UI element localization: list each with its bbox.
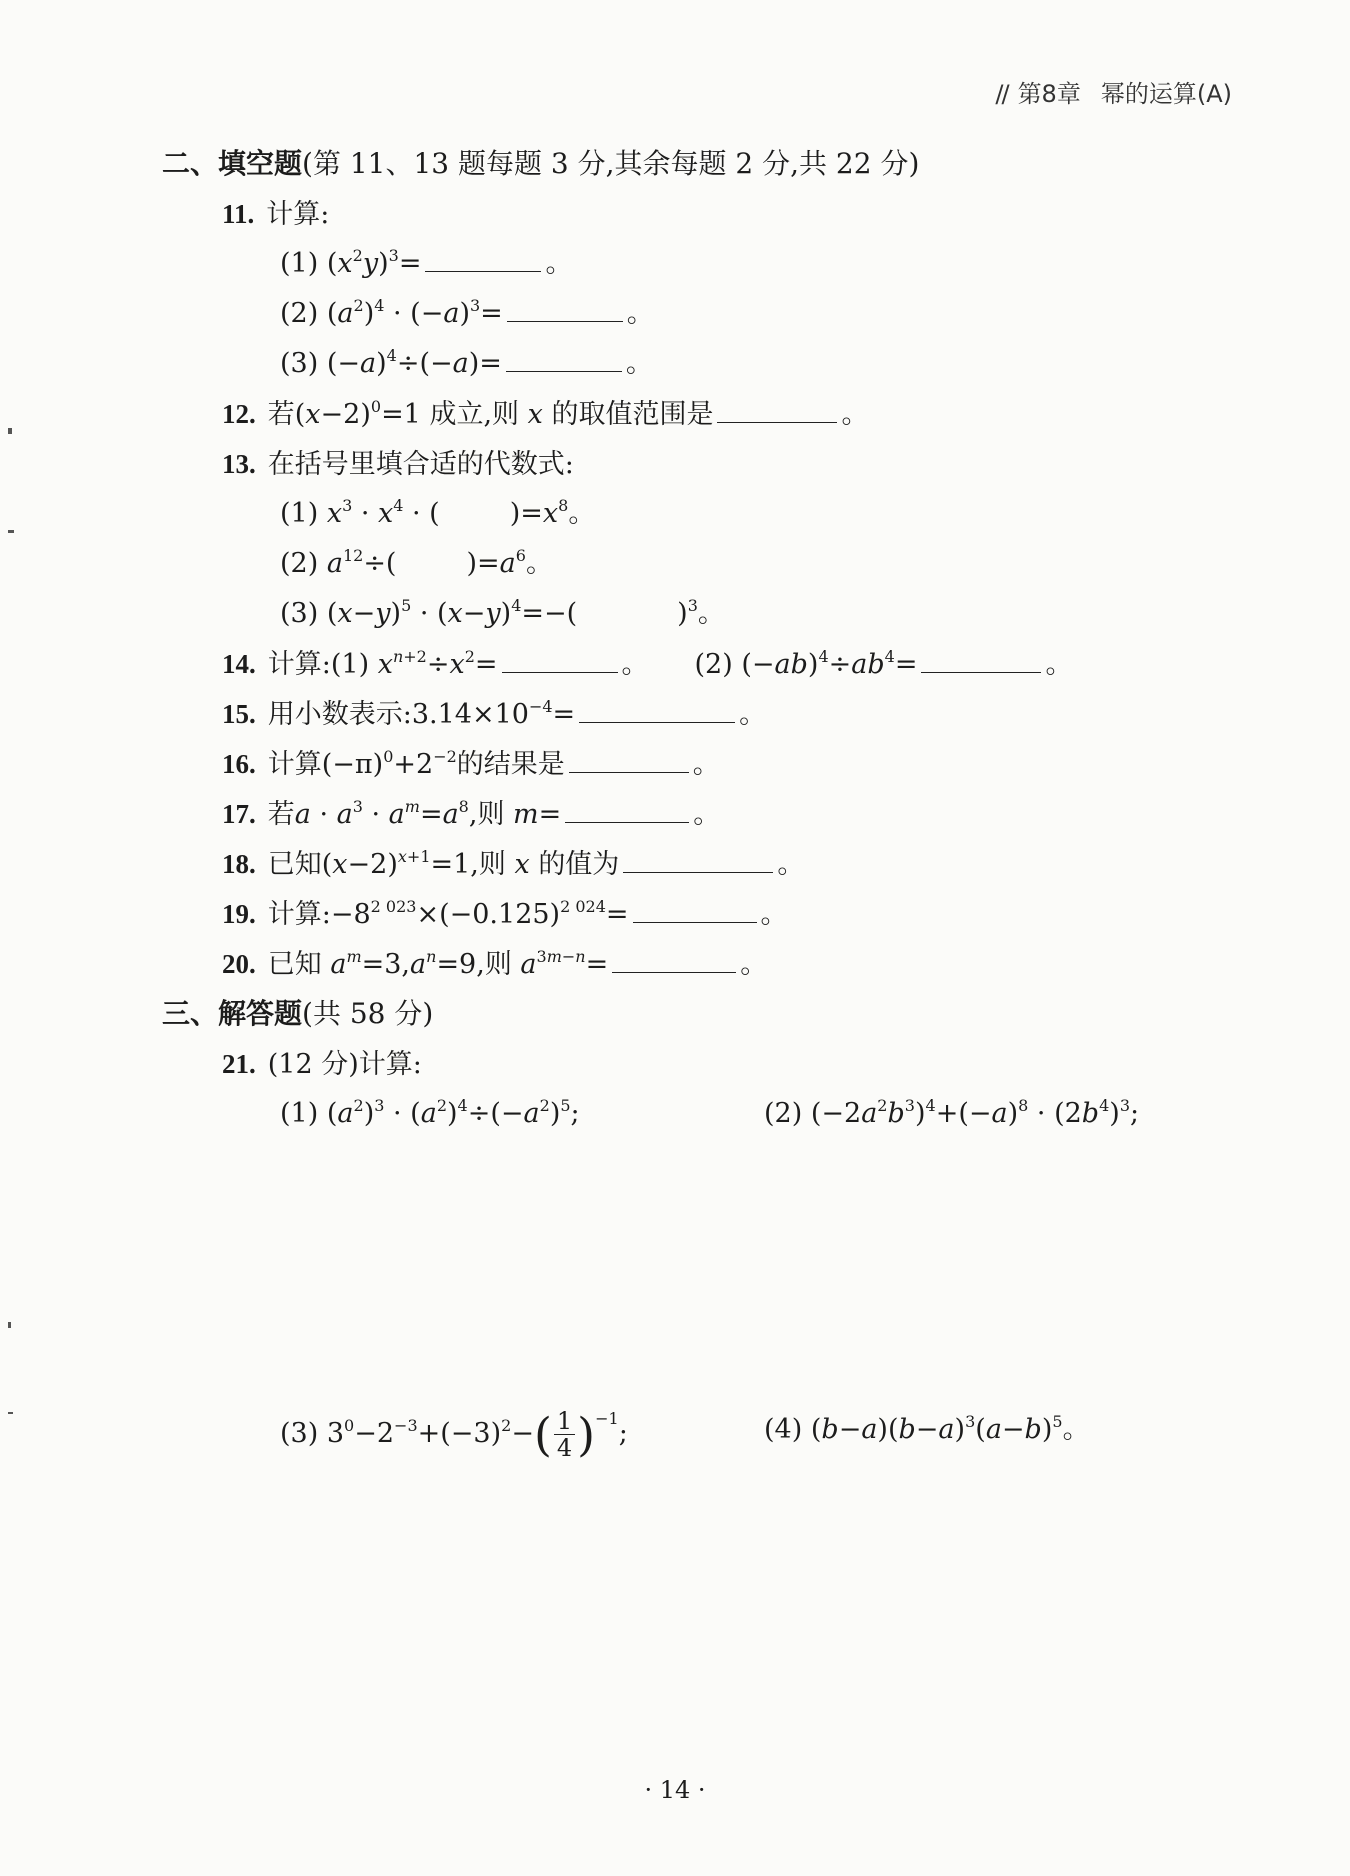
expression: $a^{12}\div$( )$=a^6$。 (326, 546, 553, 579)
question-21 (222, 1046, 422, 1083)
section-3-heading (162, 996, 433, 1032)
question-21-part-4 (764, 1412, 1090, 1448)
question-13 (222, 446, 574, 483)
answer-blank[interactable] (579, 700, 735, 723)
question-number: 19. (222, 899, 256, 929)
exponent: −4 (528, 697, 553, 716)
question-17: 17. 若$a \cdot a^3 \cdot a^m=a^8$,则 m= 。 (222, 797, 721, 830)
expression: $(-ab)^4\div ab^4=$ (741, 647, 918, 680)
answer-blank[interactable] (502, 650, 618, 673)
question-14: 14. 计算:(1) $x^{n+2}\div x^2=$ 。 (2) $(-ab)^4\div ab^4=$ 。 (222, 647, 1073, 680)
text: 的取值范围是 (551, 399, 714, 430)
expression: $(-\pi)^0+2^{-2}$ (321, 747, 457, 780)
text: =1 成立,则 (381, 399, 520, 430)
text: 若 (267, 399, 295, 430)
variable-x: x (514, 849, 530, 880)
expression: $(x-2)^0$ (294, 397, 382, 430)
question-number: 18. (222, 849, 256, 879)
section-3-note: (共 58 分) (302, 997, 434, 1030)
expression: $(-a)^4\div(-a)=$ (326, 346, 502, 379)
chapter-label: 第8章 (1017, 80, 1081, 108)
expression: $3^0-2^{-3}+(-3)^2-$( $\frac{1}{4}$ )$^{-1}$; (326, 1407, 628, 1462)
expression: $x^3 \cdot x^4$ · ( )$=x^8$。 (326, 496, 596, 529)
question-11-part-1: (1) $(x^2y)^3=$ 。 (280, 246, 573, 279)
text: = (552, 699, 576, 730)
part-label: (3) (280, 348, 319, 379)
part-label: (1) (280, 1098, 319, 1129)
expression: $a^n$ (410, 947, 437, 980)
expression: $a^{3m-n}=$ (520, 947, 609, 980)
section-2-title: 二、填空题 (162, 147, 303, 180)
expression: $(a^2)^3 \cdot (a^2)^4\div(-a^2)^5$; (326, 1096, 580, 1129)
question-stem: 在括号里填合适的代数式: (267, 449, 574, 480)
part-label: (2) (694, 649, 733, 680)
question-number: 16. (222, 749, 256, 779)
text: 计算:−8 (267, 899, 371, 930)
text: ×(−0.125) (416, 899, 561, 930)
answer-blank[interactable] (506, 349, 622, 372)
text: 的值为 (538, 849, 620, 880)
chapter-title: 幂的运算(A) (1100, 80, 1232, 108)
question-number: 17. (222, 799, 256, 829)
exponent: 2 023 (370, 897, 417, 916)
scan-speck (8, 1412, 13, 1414)
answer-blank[interactable] (569, 750, 689, 773)
text: 已知 (267, 949, 322, 980)
question-16: 16. 计算$(-\pi)^0+2^{-2}$的结果是 。 (222, 747, 720, 780)
part-label: (2) (764, 1098, 803, 1129)
answer-blank[interactable] (507, 299, 623, 322)
part-label: (1) (280, 498, 319, 529)
question-21-part-2 (764, 1096, 1139, 1132)
part-label: (3) (280, 598, 319, 629)
expression: $(-2a^2b^3)^4+(-a)^8 \cdot (2b^4)^3$; (810, 1096, 1140, 1129)
part-label: (4) (764, 1414, 803, 1445)
page-number: · 14 · (644, 1776, 706, 1804)
part-label: (1) (330, 649, 370, 680)
answer-blank[interactable] (921, 650, 1041, 673)
question-number: 12. (222, 399, 256, 429)
variable-x: x (527, 399, 543, 430)
expression: $a \cdot a^3 \cdot a^m=a^8$ (294, 797, 469, 830)
question-number: 13. (222, 449, 256, 479)
section-3-title: 三、解答题 (162, 997, 303, 1030)
question-stem: (12 分)计算: (267, 1049, 422, 1080)
page-header (995, 74, 1232, 109)
fraction-one-quarter: $\frac{1}{4}$ (554, 1408, 575, 1461)
text: 若 (267, 799, 295, 830)
section-2-heading (162, 146, 919, 182)
question-number: 20. (222, 949, 256, 979)
part-label: (3) (280, 1418, 319, 1449)
scan-speck (8, 530, 14, 533)
text: =1,则 (430, 849, 506, 880)
question-11 (222, 196, 329, 233)
question-21-part-3 (280, 1408, 628, 1461)
text: ,则 (468, 799, 505, 830)
expression: $(a^2)^4 \cdot (-a)^3=$ (326, 296, 503, 329)
text: 已知 (267, 849, 322, 880)
question-13-part-2 (280, 546, 553, 582)
answer-blank[interactable] (633, 900, 757, 923)
exponent: 2 024 (560, 897, 606, 916)
answer-blank[interactable] (717, 400, 837, 423)
text: 计算: (267, 649, 331, 680)
answer-blank[interactable] (612, 950, 736, 973)
question-20: 20. 已知 $a^m=3,a^n=9$,则 $a^{3m-n}=$ 。 (222, 947, 768, 980)
question-15: 15. 用小数表示$:3.14\times 10^{-4}=$ 。 (222, 697, 767, 730)
part-label: (1) (280, 248, 319, 279)
text: = (605, 899, 629, 930)
question-11-part-2: (2) $(a^2)^4 \cdot (-a)^3=$ 。 (280, 296, 654, 329)
text: =3, (361, 949, 411, 980)
question-number: 21. (222, 1049, 256, 1079)
part-label: (2) (280, 548, 319, 579)
question-21-part-1 (280, 1096, 580, 1132)
answer-blank[interactable] (425, 249, 541, 272)
header-mark: // (995, 80, 1008, 108)
part-label: (2) (280, 298, 319, 329)
expression: $(b-a)(b-a)^3(a-b)^5$。 (810, 1412, 1090, 1445)
text: 的结果是 (456, 749, 565, 780)
expression: $a^m$ (330, 947, 362, 980)
expression: $(x-2)^{x+1}$ (321, 847, 431, 880)
answer-blank[interactable] (623, 850, 773, 873)
expression: $x^{n+2}\div x^2=$ (377, 647, 498, 680)
section-2-note: (第 11、13 题每题 3 分,其余每题 2 分,共 22 分) (302, 147, 920, 180)
answer-blank[interactable] (565, 800, 689, 823)
expression: $(x-y)^5 \cdot (x-y)^4=-$( )$^3$。 (326, 596, 725, 629)
text: 用小数表示:3.14×10 (267, 699, 529, 730)
question-19: 19. 计算$:-8^{2 023}\times(-0.125)^{2 024}=$ 。 (222, 897, 788, 930)
expression: $(x^2y)^3=$ (326, 246, 422, 279)
scan-speck (8, 1322, 11, 1328)
question-number: 15. (222, 699, 256, 729)
question-stem: 计算: (266, 199, 330, 230)
text: =9,则 (436, 949, 512, 980)
scan-speck (8, 428, 12, 434)
question-number: 11. (222, 199, 255, 229)
question-13-part-3 (280, 596, 725, 632)
question-12: 12. 若$(x-2)^0=1$ 成立,则 x 的取值范围是 。 (222, 397, 869, 430)
question-number: 14. (222, 649, 256, 679)
question-11-part-3: (3) $(-a)^4\div(-a)=$ 。 (280, 346, 653, 379)
text: 计算 (267, 749, 322, 780)
question-18: 18. 已知$(x-2)^{x+1}=1$,则 x 的值为 。 (222, 847, 805, 880)
question-13-part-1 (280, 496, 595, 532)
variable-m: m (513, 799, 539, 830)
